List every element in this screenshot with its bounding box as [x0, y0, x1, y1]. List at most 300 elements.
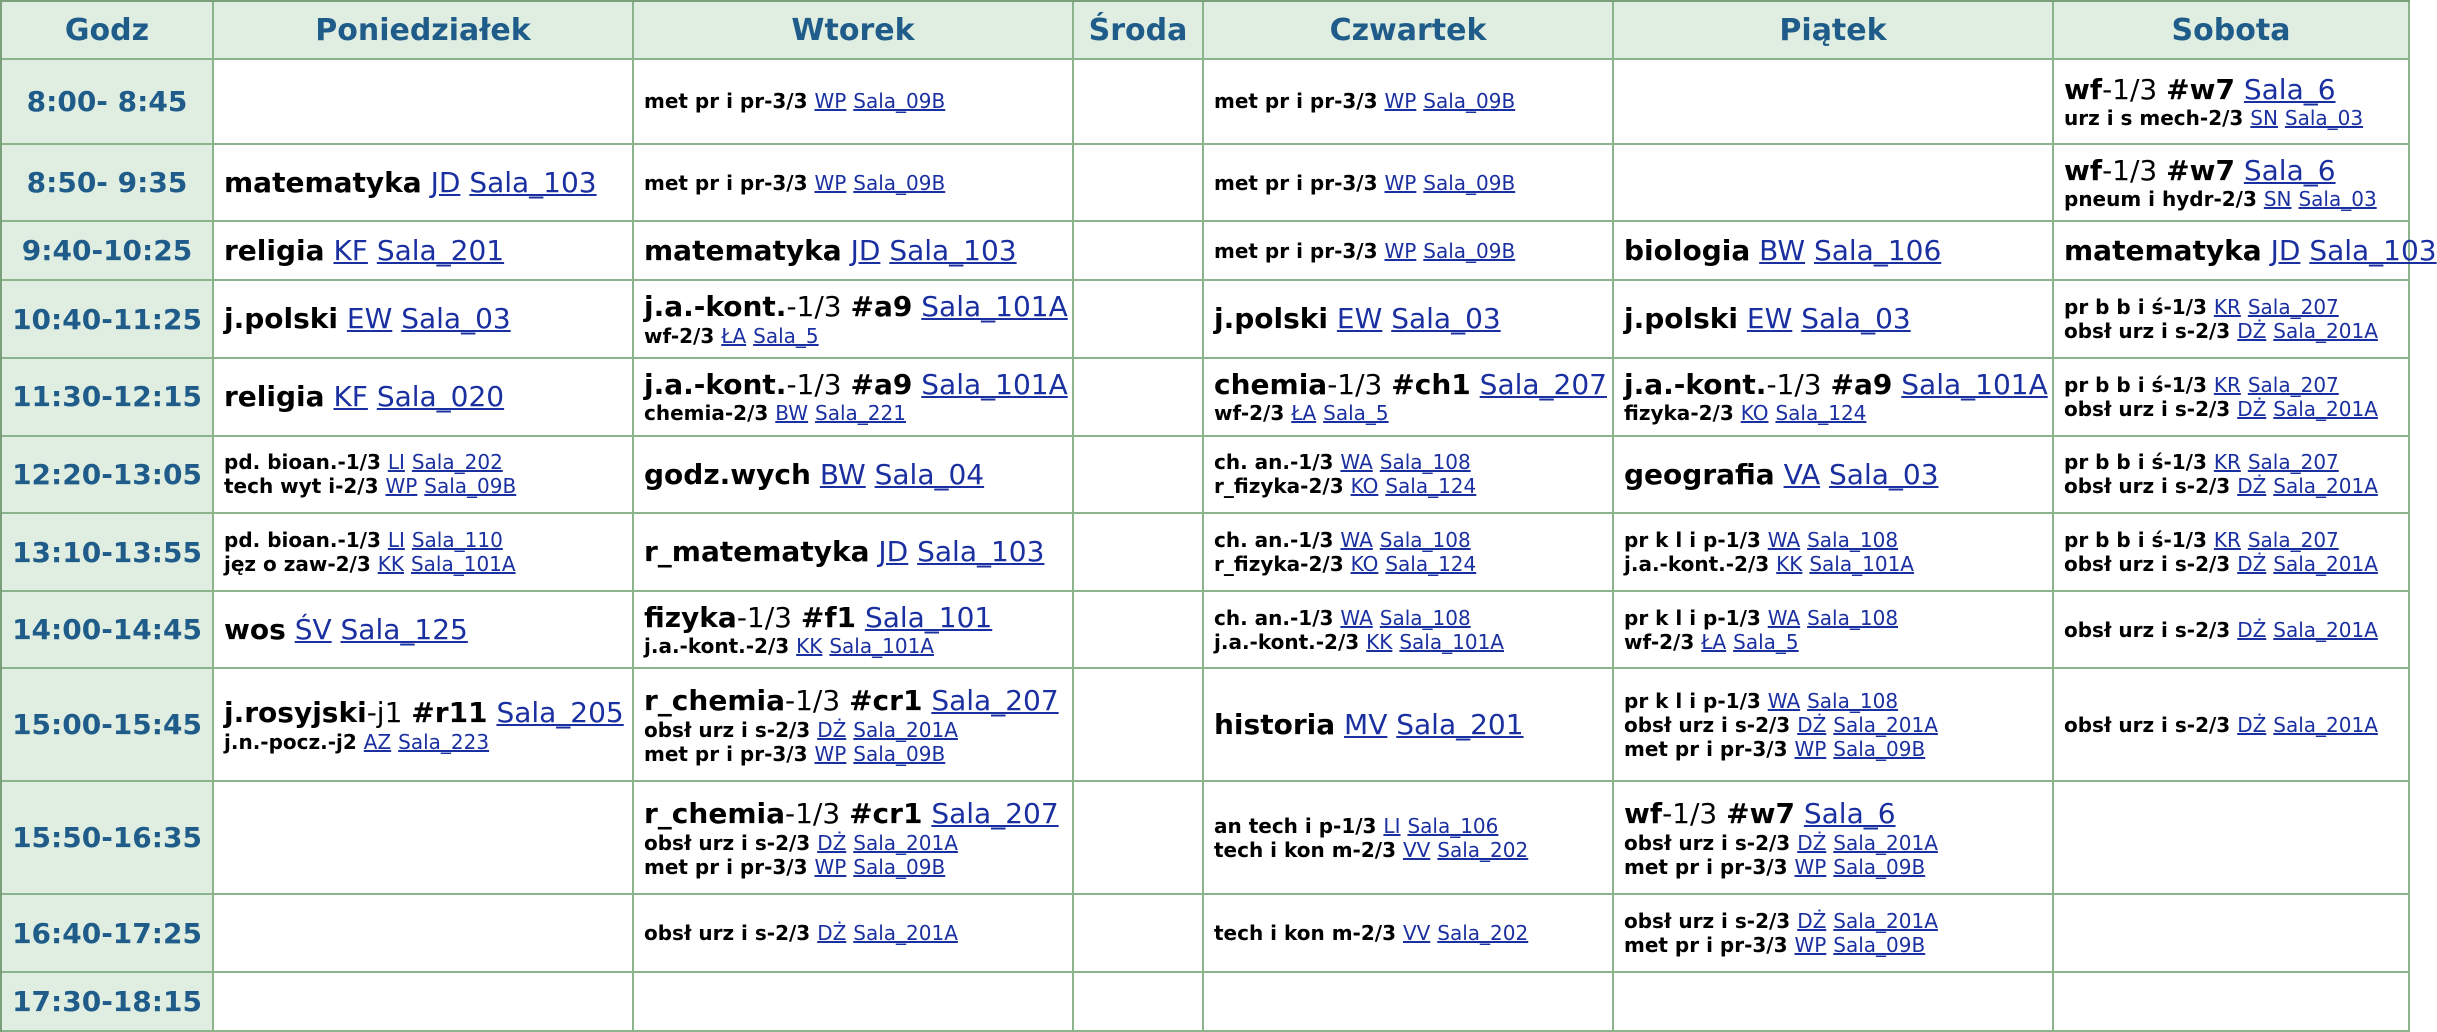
lesson-group-tag: #ch1	[1391, 367, 1471, 401]
teacher-link[interactable]: DŻ	[2237, 396, 2267, 421]
lesson-entry	[2064, 552, 2398, 576]
teacher-link[interactable]: ŁA	[1701, 629, 1727, 654]
lesson-group: -2/3	[327, 552, 371, 576]
lesson-subject: wf	[644, 323, 671, 348]
teacher-link[interactable]: LI	[387, 528, 405, 552]
lesson-subject: met pr i pr	[1214, 170, 1335, 195]
room-link[interactable]: Sala_09B	[1833, 933, 1926, 958]
teacher-link[interactable]: WP	[1384, 89, 1417, 114]
timetable-cell	[214, 973, 634, 1032]
timetable-cell	[1614, 359, 2054, 437]
timetable-cell	[1204, 973, 1614, 1032]
teacher-link[interactable]: JD	[430, 165, 461, 199]
room-link[interactable]: Sala_04	[874, 457, 985, 491]
lesson-subject: pd. bioan.	[224, 528, 338, 552]
room-link[interactable]: Sala_09B	[1833, 736, 1926, 761]
lesson-subject: obsł urz i s	[644, 717, 767, 742]
lesson-subject: pneum i hydr	[2064, 187, 2214, 212]
teacher-link[interactable]: WA	[1340, 450, 1373, 475]
room-link[interactable]: Sala_201A	[2273, 396, 2378, 421]
room-link[interactable]: Sala_201A	[1833, 830, 1938, 855]
timetable-cell	[2054, 437, 2410, 515]
timetable-cell	[1074, 592, 1204, 670]
teacher-link[interactable]: WP	[814, 89, 847, 114]
lesson-entry	[2064, 528, 2398, 552]
lesson-group: -1/3	[2102, 153, 2158, 187]
lesson-time: 9:40-10:25	[2, 222, 214, 281]
lesson-subject: obsł urz i s	[644, 830, 767, 855]
room-link[interactable]: Sala_101A	[1809, 552, 1914, 576]
lesson-subject: met pr i pr	[1624, 933, 1745, 958]
timetable-cell	[634, 973, 1074, 1032]
lesson-group: -1/3	[1717, 605, 1761, 630]
room-link[interactable]: Sala_202	[1437, 921, 1529, 946]
timetable-cell	[2054, 669, 2410, 782]
room-link[interactable]: Sala_201A	[1833, 909, 1938, 934]
lesson-group: -1/3	[337, 528, 381, 552]
lesson-subject: j.polski	[224, 302, 338, 336]
lesson-entry	[644, 634, 1062, 658]
lesson-group: -1/3	[337, 450, 381, 475]
room-link[interactable]: Sala_101A	[829, 634, 934, 659]
timetable-cell	[214, 145, 634, 223]
lesson-group: -3/3	[1744, 854, 1788, 879]
lesson-group: -2/3	[1300, 474, 1344, 499]
lesson-entry	[1624, 797, 2042, 831]
teacher-link[interactable]: VA	[1783, 457, 1821, 491]
teacher-link[interactable]: WP	[814, 741, 847, 766]
room-link[interactable]: Sala_6	[2243, 72, 2336, 106]
room-link[interactable]: Sala_124	[1385, 552, 1477, 576]
room-link[interactable]: Sala_03	[1829, 457, 1939, 491]
room-link[interactable]: Sala_09B	[853, 854, 946, 879]
lesson-group: -j1	[366, 696, 403, 730]
lesson-entry	[224, 302, 622, 336]
lesson-subject: wos	[224, 612, 286, 646]
room-link[interactable]: Sala_6	[2243, 153, 2336, 187]
teacher-link[interactable]: WP	[1794, 854, 1827, 879]
room-link[interactable]: Sala_101	[864, 600, 993, 634]
lesson-group: -3/3	[764, 741, 808, 766]
room-link[interactable]: Sala_101A	[921, 290, 1068, 324]
teacher-link[interactable]: KR	[2213, 295, 2241, 320]
teacher-link[interactable]: BW	[1759, 233, 1806, 267]
lesson-group: -2/3	[1746, 909, 1791, 934]
lesson-group: -j2	[327, 729, 357, 754]
lesson-entry	[1624, 630, 2042, 654]
teacher-link[interactable]: KK	[1366, 629, 1393, 654]
lesson-group: -1/3	[2163, 295, 2207, 320]
lesson-subject: obsł urz i s	[1624, 909, 1747, 934]
teacher-link[interactable]: SN	[2263, 187, 2292, 212]
room-link[interactable]: Sala_201A	[2273, 319, 2378, 344]
room-link[interactable]: Sala_207	[1479, 367, 1607, 401]
timetable-row	[2, 222, 2410, 281]
lesson-subject: ch. an.	[1214, 528, 1290, 552]
room-link[interactable]: Sala_205	[496, 696, 624, 730]
teacher-link[interactable]: WA	[1767, 528, 1801, 552]
lesson-group: -1/3	[1290, 450, 1334, 475]
room-link[interactable]: Sala_03	[401, 302, 511, 336]
teacher-link[interactable]: KO	[1350, 552, 1379, 576]
lesson-subject: j.rosyjski	[224, 696, 367, 730]
lesson-group: -1/3	[785, 797, 841, 831]
room-link[interactable]: Sala_101A	[921, 367, 1068, 401]
lesson-subject: tech i kon m	[1214, 921, 1353, 946]
lesson-entry	[644, 855, 1062, 879]
room-link[interactable]: Sala_09B	[853, 170, 946, 195]
teacher-link[interactable]: DŻ	[817, 717, 847, 742]
teacher-link[interactable]: DŻ	[2237, 319, 2267, 344]
room-link[interactable]: Sala_201A	[853, 830, 958, 855]
room-link[interactable]: Sala_5	[1323, 401, 1389, 426]
timetable-cell	[1074, 782, 1204, 895]
lesson-group: -2/3	[1690, 401, 1734, 426]
teacher-link[interactable]: ŚV	[294, 612, 332, 646]
teacher-link[interactable]: WA	[1767, 605, 1801, 630]
timetable-cell	[214, 60, 634, 145]
teacher-link[interactable]: KR	[2213, 372, 2241, 397]
lesson-group: -1/3	[1662, 797, 1718, 831]
teacher-link[interactable]: WP	[1794, 736, 1827, 761]
timetable-cell	[1614, 669, 2054, 782]
room-link[interactable]: Sala_201A	[2273, 712, 2378, 737]
room-link[interactable]: Sala_207	[2247, 372, 2339, 397]
room-link[interactable]: Sala_207	[2247, 528, 2339, 552]
timetable-cell	[1614, 782, 2054, 895]
teacher-link[interactable]: LI	[1383, 813, 1401, 838]
lesson-group: -2/3	[670, 323, 715, 348]
lesson-entry	[1624, 606, 2042, 630]
lesson-entry	[1624, 552, 2042, 576]
room-link[interactable]: Sala_09B	[1423, 89, 1516, 114]
lesson-subject: godz.wych	[644, 457, 811, 491]
timetable-cell	[2054, 514, 2410, 592]
timetable-cell	[634, 437, 1074, 515]
timetable-cell	[634, 359, 1074, 437]
lesson-group: -3/3	[1334, 238, 1378, 263]
timetable-cell	[1074, 514, 1204, 592]
lesson-subject: wf	[1214, 401, 1241, 426]
timetable-cell	[634, 895, 1074, 973]
teacher-link[interactable]: KR	[2213, 528, 2241, 552]
teacher-link[interactable]: BW	[819, 457, 866, 491]
teacher-link[interactable]: SN	[2250, 106, 2278, 131]
room-link[interactable]: Sala_09B	[853, 89, 946, 114]
timetable-row	[2, 973, 2410, 1032]
header-row	[2, 2, 2410, 60]
lesson-group-tag: #w7	[2166, 153, 2235, 187]
lesson-entry	[1624, 855, 2042, 879]
lesson-entry	[2064, 474, 2398, 498]
lesson-time: 10:40-11:25	[2, 281, 214, 359]
lesson-entry	[1214, 528, 1602, 552]
room-link[interactable]: Sala_103	[2309, 233, 2437, 267]
room-link[interactable]: Sala_09B	[1833, 854, 1926, 879]
teacher-link[interactable]: AZ	[363, 729, 392, 754]
lesson-subject: matematyka	[224, 165, 422, 199]
room-link[interactable]: Sala_03	[1801, 302, 1911, 336]
room-link[interactable]: Sala_207	[931, 684, 1059, 718]
room-link[interactable]: Sala_09B	[424, 474, 517, 499]
timetable-cell	[214, 669, 634, 782]
lesson-group: -1/3	[736, 600, 792, 634]
room-link[interactable]: Sala_108	[1807, 528, 1899, 552]
room-link[interactable]: Sala_223	[398, 729, 490, 754]
teacher-link[interactable]: DŻ	[1797, 909, 1827, 934]
teacher-link[interactable]: KF	[333, 379, 368, 413]
room-link[interactable]: Sala_201A	[2273, 552, 2378, 576]
lesson-entry	[1624, 302, 2042, 336]
timetable-cell	[1074, 973, 1204, 1032]
lesson-time: 15:50-16:35	[2, 782, 214, 895]
lesson-group: -3/3	[764, 854, 808, 879]
teacher-link[interactable]: DŻ	[2237, 712, 2267, 737]
timetable-cell	[2054, 359, 2410, 437]
teacher-link[interactable]: LI	[387, 450, 405, 475]
lesson-subject: pr k l i p	[1624, 605, 1718, 630]
teacher-link[interactable]: DŻ	[1797, 830, 1827, 855]
lesson-entry	[1214, 552, 1602, 576]
room-link[interactable]: Sala_201A	[853, 717, 958, 742]
teacher-link[interactable]: JD	[2270, 233, 2301, 267]
lesson-group: -2/3	[766, 830, 811, 855]
lesson-group: -2/3	[2186, 617, 2231, 642]
lesson-entry	[224, 234, 622, 268]
timetable-cell	[1614, 973, 2054, 1032]
room-link[interactable]: Sala_03	[1391, 302, 1501, 336]
teacher-link[interactable]: DŻ	[817, 921, 847, 946]
teacher-link[interactable]: DŻ	[1797, 712, 1827, 737]
room-link[interactable]: Sala_5	[1733, 629, 1799, 654]
room-link[interactable]: Sala_124	[1385, 474, 1477, 499]
room-link[interactable]: Sala_09B	[853, 741, 946, 766]
lesson-group: -2/3	[1315, 629, 1360, 654]
lesson-entry	[224, 380, 622, 414]
room-link[interactable]: Sala_108	[1379, 450, 1471, 475]
lesson-group: -2/3	[2186, 396, 2231, 421]
lesson-group-tag: #f1	[800, 600, 857, 634]
teacher-link[interactable]: JD	[850, 233, 881, 267]
lesson-entry	[1624, 909, 2042, 933]
timetable-cell	[1204, 437, 1614, 515]
teacher-link[interactable]: WP	[1384, 170, 1417, 195]
lesson-entry	[1214, 606, 1602, 630]
teacher-link[interactable]: VV	[1402, 837, 1431, 862]
room-link[interactable]: Sala_101A	[1901, 367, 2048, 401]
lesson-entry	[1214, 89, 1602, 113]
lesson-group: -2/3	[1240, 401, 1285, 426]
lesson-subject: religia	[224, 379, 325, 413]
room-link[interactable]: Sala_108	[1379, 528, 1471, 552]
room-link[interactable]: Sala_108	[1379, 605, 1471, 630]
lesson-subject: obsł urz i s	[2064, 319, 2187, 344]
timetable-row	[2, 895, 2410, 973]
header-godz: Godz	[2, 2, 214, 60]
teacher-link[interactable]: MV	[1344, 708, 1388, 742]
teacher-link[interactable]: DŻ	[2237, 617, 2267, 642]
lesson-entry	[2064, 319, 2398, 343]
lesson-subject: j.n.-pocz.	[224, 729, 328, 754]
room-link[interactable]: Sala_106	[1813, 233, 1942, 267]
teacher-link[interactable]: BW	[775, 401, 809, 426]
lesson-time: 12:20-13:05	[2, 437, 214, 515]
room-link[interactable]: Sala_106	[1407, 813, 1499, 838]
timetable-cell	[1074, 895, 1204, 973]
lesson-entry	[1624, 831, 2042, 855]
lesson-subject: historia	[1214, 708, 1336, 742]
lesson-group: -1/3	[2163, 450, 2207, 475]
lesson-entry	[2064, 73, 2398, 107]
teacher-link[interactable]: WP	[814, 170, 847, 195]
lesson-group-tag: #w7	[2166, 72, 2235, 106]
lesson-group: -3/3	[1334, 170, 1378, 195]
lesson-entry	[1624, 689, 2042, 713]
timetable-cell	[1614, 592, 2054, 670]
teacher-link[interactable]: KK	[1776, 552, 1803, 576]
room-link[interactable]: Sala_207	[931, 797, 1059, 831]
timetable-cell	[1614, 437, 2054, 515]
timetable-cell	[2054, 60, 2410, 145]
room-link[interactable]: Sala_201A	[2273, 617, 2378, 642]
room-link[interactable]: Sala_103	[889, 233, 1017, 267]
room-link[interactable]: Sala_201	[376, 233, 505, 267]
room-link[interactable]: Sala_201	[1396, 708, 1524, 742]
lesson-group: -2/3	[2186, 474, 2231, 499]
lesson-entry	[644, 742, 1062, 766]
teacher-link[interactable]: KO	[1740, 401, 1769, 426]
timetable-cell	[214, 592, 634, 670]
lesson-subject: met pr i pr	[1214, 89, 1335, 114]
room-link[interactable]: Sala_6	[1803, 797, 1896, 831]
teacher-link[interactable]: KR	[2213, 450, 2241, 475]
teacher-link[interactable]: EW	[1746, 302, 1793, 336]
lesson-group: -2/3	[2186, 319, 2231, 344]
teacher-link[interactable]: KK	[377, 552, 404, 576]
teacher-link[interactable]: ŁA	[1291, 401, 1317, 426]
room-link[interactable]: Sala_201A	[2273, 474, 2378, 499]
lesson-group: -2/3	[2199, 106, 2244, 131]
lesson-entry	[1214, 630, 1602, 654]
lesson-group: -1/3	[1327, 367, 1383, 401]
lesson-subject: obsł urz i s	[2064, 396, 2187, 421]
timetable-cell	[1204, 222, 1614, 281]
timetable-cell	[1074, 437, 1204, 515]
teacher-link[interactable]: DŻ	[2237, 552, 2267, 576]
room-link[interactable]: Sala_103	[469, 165, 597, 199]
lesson-group: -1/3	[785, 684, 841, 718]
room-link[interactable]: Sala_202	[1437, 837, 1529, 862]
lesson-group: -1/3	[1766, 367, 1822, 401]
lesson-entry	[1214, 474, 1602, 498]
room-link[interactable]: Sala_103	[917, 535, 1045, 569]
room-link[interactable]: Sala_124	[1775, 401, 1867, 426]
timetable-cell	[634, 514, 1074, 592]
room-link[interactable]: Sala_207	[2247, 295, 2339, 320]
lesson-time: 17:30-18:15	[2, 973, 214, 1032]
lesson-time: 13:10-13:55	[2, 514, 214, 592]
room-link[interactable]: Sala_108	[1807, 688, 1899, 713]
room-link[interactable]: Sala_5	[753, 323, 819, 348]
lesson-group: -2/3	[1746, 712, 1791, 737]
lesson-subject: ch. an.	[1214, 605, 1290, 630]
teacher-link[interactable]: WP	[1794, 933, 1827, 958]
lesson-time: 16:40-17:25	[2, 895, 214, 973]
room-link[interactable]: Sala_020	[376, 379, 505, 413]
teacher-link[interactable]: WP	[385, 474, 418, 499]
room-link[interactable]: Sala_221	[815, 401, 906, 426]
teacher-link[interactable]: ŁA	[721, 323, 747, 348]
timetable-cell	[634, 592, 1074, 670]
room-link[interactable]: Sala_207	[2247, 450, 2339, 475]
timetable-cell	[1074, 60, 1204, 145]
teacher-link[interactable]: KF	[333, 233, 368, 267]
lesson-subject: chemia	[644, 401, 725, 426]
room-link[interactable]: Sala_09B	[1423, 238, 1516, 263]
lesson-subject: biologia	[1624, 233, 1751, 267]
teacher-link[interactable]: KK	[796, 634, 823, 659]
lesson-subject: obsł urz i s	[2064, 552, 2187, 576]
timetable-cell	[1204, 145, 1614, 223]
room-link[interactable]: Sala_125	[340, 612, 468, 646]
lesson-subject: an tech i p	[1214, 813, 1334, 838]
timetable-cell	[634, 281, 1074, 359]
teacher-link[interactable]: WA	[1340, 605, 1373, 630]
room-link[interactable]: Sala_03	[2284, 106, 2364, 131]
timetable-cell	[634, 145, 1074, 223]
lesson-entry	[644, 324, 1062, 348]
lesson-entry	[1624, 401, 2042, 425]
lesson-entry	[644, 290, 1068, 324]
room-link[interactable]: Sala_03	[2298, 187, 2377, 212]
lesson-entry	[644, 89, 1062, 113]
lesson-entry	[1214, 367, 1607, 402]
teacher-link[interactable]: KO	[1350, 474, 1379, 499]
lesson-entry	[224, 528, 622, 552]
timetable-cell	[1204, 592, 1614, 670]
teacher-link[interactable]: DŻ	[817, 830, 847, 855]
teacher-link[interactable]: JD	[878, 535, 909, 569]
lesson-subject: obsł urz i s	[2064, 474, 2187, 499]
timetable-cell	[2054, 973, 2410, 1032]
lesson-subject: r_chemia	[644, 684, 785, 718]
room-link[interactable]: Sala_201A	[1833, 712, 1938, 737]
teacher-link[interactable]: WA	[1340, 528, 1373, 552]
timetable-cell	[1204, 669, 1614, 782]
room-link[interactable]: Sala_202	[411, 450, 503, 475]
room-link[interactable]: Sala_09B	[1423, 170, 1516, 195]
room-link[interactable]: Sala_110	[411, 528, 503, 552]
teacher-link[interactable]: EW	[1336, 302, 1383, 336]
lesson-entry	[2064, 618, 2398, 642]
room-link[interactable]: Sala_101A	[1399, 629, 1504, 654]
lesson-subject: j.a.-kont.	[644, 634, 746, 659]
teacher-link[interactable]: WP	[1384, 238, 1417, 263]
lesson-entry	[1214, 708, 1602, 742]
lesson-entry	[644, 921, 1062, 945]
teacher-link[interactable]: VV	[1402, 921, 1431, 946]
room-link[interactable]: Sala_101A	[410, 552, 516, 576]
lesson-subject: ch. an.	[1214, 450, 1290, 475]
timetable-cell	[1614, 281, 2054, 359]
teacher-link[interactable]: DŻ	[2237, 474, 2267, 499]
teacher-link[interactable]: WP	[814, 854, 847, 879]
timetable-cell	[1204, 514, 1614, 592]
room-link[interactable]: Sala_108	[1807, 605, 1899, 630]
room-link[interactable]: Sala_201A	[853, 921, 958, 946]
teacher-link[interactable]: WA	[1767, 688, 1801, 713]
teacher-link[interactable]: EW	[346, 302, 393, 336]
